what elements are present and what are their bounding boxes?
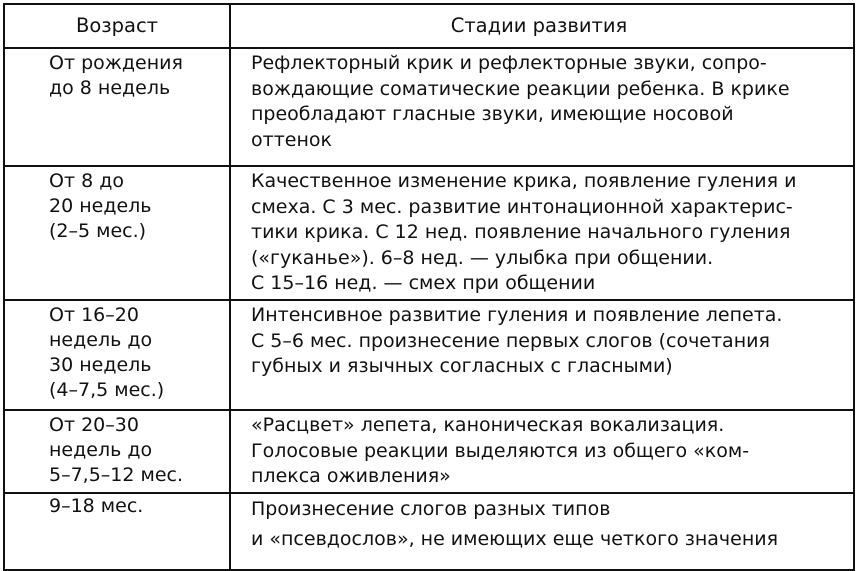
stage-cell: Рефлекторный крик и рефлекторные звуки, сопро- вождающие соматические реакции ребенка. В крике преобладают гласные звуки, имеющие носовой оттенок bbox=[251, 52, 790, 151]
age-cell: От рождения до 8 недель bbox=[5, 49, 231, 165]
age-cell: От 8 до 20 недель (2–5 мес.) bbox=[5, 167, 231, 299]
table-header-row bbox=[5, 5, 853, 49]
age-cell: 9–18 мес. bbox=[5, 494, 231, 569]
stage-cell: Качественное изменение крика, появление гуления и смеха. С 3 мес. развитие интонационной характерис- тики крика. С 12 нед. появление начального гуления («гуканье»). 6–8 нед. — улыбка при общении. С 15–16 нед. — смех при общении bbox=[251, 170, 797, 294]
stage-cell: Интенсивное развитие гуления и появление лепета. С 5–6 мес. произнесение первых слогов (сочетания губных и язычных согласных с гласными) bbox=[251, 304, 783, 377]
stage-cell: «Расцвет» лепета, каноническая вокализация. Голосовые реакции выделяются из общего «ком- плекса оживления» bbox=[251, 414, 750, 487]
age-cell: От 20–30 недель до 5–7,5–12 мес. bbox=[5, 411, 231, 492]
table-row bbox=[5, 49, 853, 167]
table-row bbox=[5, 411, 853, 494]
table-row bbox=[5, 301, 853, 411]
speech-development-table bbox=[3, 3, 855, 571]
table-row bbox=[5, 494, 853, 569]
age-cell: От 16–20 недель до 30 недель (4–7,5 мес.) bbox=[5, 301, 231, 409]
header-stage: Стадии развития bbox=[450, 14, 628, 37]
header-age: Возраст bbox=[5, 5, 231, 47]
stage-cell: Произнесение слогов разных типов и «псевдослов», не имеющих еще четкого значения bbox=[251, 498, 779, 550]
table-row bbox=[5, 167, 853, 301]
